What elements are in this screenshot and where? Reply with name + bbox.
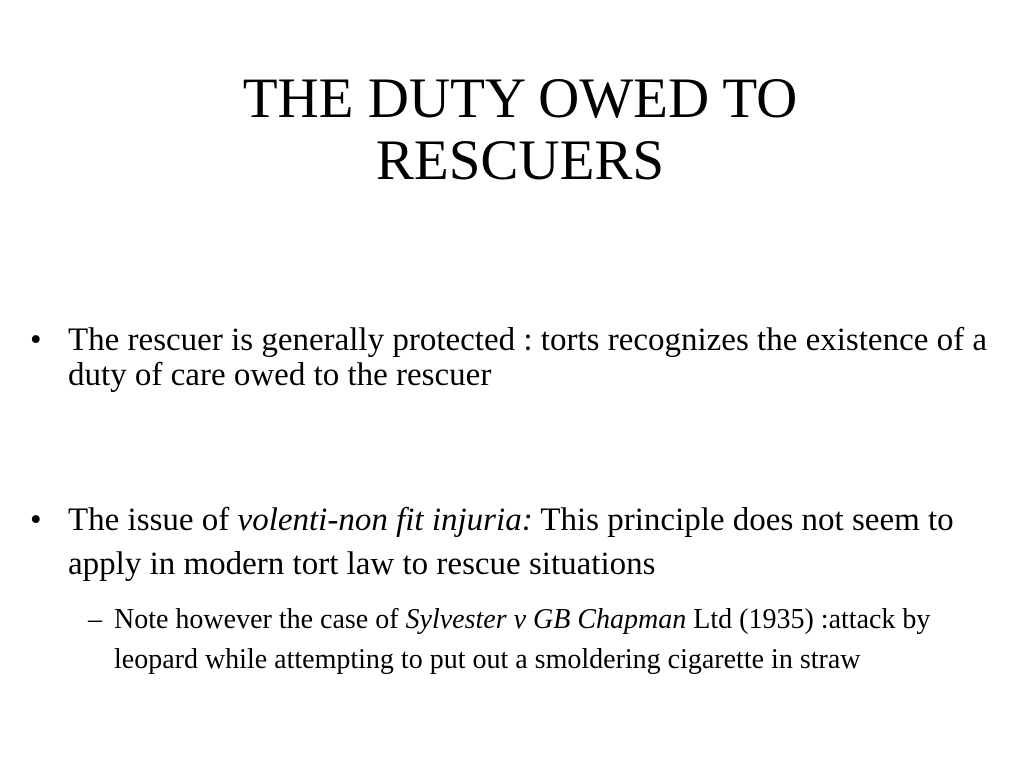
bullet-rescuer-protected	[30, 323, 1000, 393]
sub-bullet-text	[114, 600, 988, 680]
sub-text-italic: Sylvester v GB Chapman	[405, 604, 687, 635]
bullet-text: The rescuer is generally protected : torts recognizes the existence of a duty of care owed to the rescuer	[68, 322, 988, 393]
title-line-2: RESCUERS	[375, 129, 665, 192]
title-line-1: THE DUTY OWED TO	[242, 67, 798, 130]
sub-text-suffix: Ltd (1935) :attack by leopard while attempting to put out a smoldering cigarette in straw	[114, 604, 931, 675]
bullet-text	[68, 498, 1000, 586]
bullet-text-prefix: The issue of	[68, 502, 238, 538]
sub-text-prefix: Note however the case of	[114, 604, 406, 635]
bullet-volenti	[30, 498, 1000, 586]
sub-bullet-sylvester-case	[88, 600, 988, 680]
bullet-text-suffix: This principle does not seem to apply in modern tort law to rescue situations	[68, 502, 954, 582]
bullet-marker: •	[30, 322, 42, 358]
sub-bullet-marker: –	[88, 604, 102, 635]
slide-title	[0, 68, 1024, 192]
bullet-marker: •	[30, 502, 42, 538]
bullet-text-italic: volenti-non fit injuria:	[237, 502, 533, 538]
